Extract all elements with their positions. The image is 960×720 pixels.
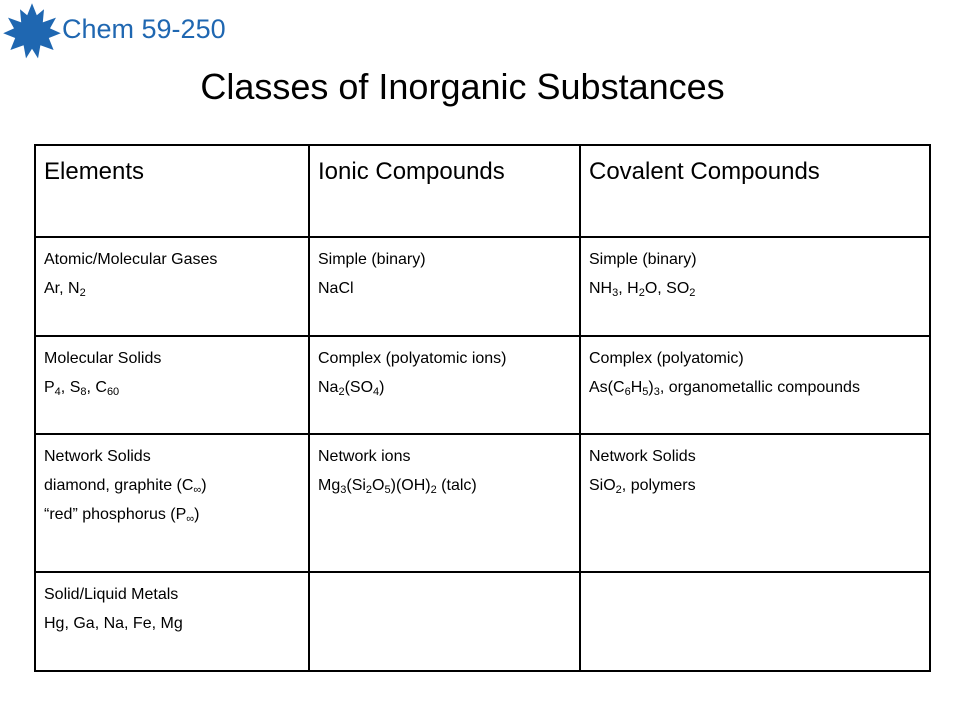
table-row — [35, 336, 930, 435]
cell-line: Complex (polyatomic) — [589, 349, 744, 367]
header-ionic-compounds: Ionic Compounds — [309, 145, 580, 237]
cell-line: Atomic/Molecular Gases — [44, 251, 218, 268]
cell-line: Molecular Solids — [44, 349, 162, 367]
cell-elements — [35, 572, 309, 671]
cell-line: Network Solids — [589, 448, 696, 466]
cell-line: Simple (binary) — [589, 251, 697, 268]
cell-covalent — [580, 237, 930, 336]
page-title: Classes of Inorganic Substances — [200, 66, 725, 107]
cell-line: Simple (binary) — [318, 251, 426, 268]
cell-line: $As(C_6H_5)_3$, organometallic compounds — [589, 378, 860, 398]
classes-table — [34, 144, 931, 672]
header-elements: Elements — [35, 145, 309, 237]
table-header-row — [35, 145, 930, 237]
table-row — [35, 237, 930, 336]
cell-line: $Na_2(SO_4)$ — [318, 378, 385, 398]
cell-elements — [35, 237, 309, 336]
cell-elements — [35, 336, 309, 435]
cell-ionic — [309, 434, 580, 572]
cell-ionic — [309, 336, 580, 435]
cell-line: diamond, graphite $(C_\infty)$ — [44, 477, 207, 497]
cell-line: “red” phosphorus $(P_\infty)$ — [44, 506, 200, 526]
cell-covalent — [580, 336, 930, 435]
cell-ionic — [309, 572, 580, 671]
cell-covalent — [580, 434, 930, 572]
cell-line: SiO$_2$, polymers — [589, 477, 696, 497]
maple-leaf-icon — [2, 2, 62, 62]
course-label: Chem 59-250 — [62, 14, 226, 44]
table-row — [35, 434, 930, 572]
header-covalent-compounds: Covalent Compounds — [580, 145, 930, 237]
cell-line: $Mg_3(Si_2O_5)(OH)_2$ (talc) — [318, 477, 477, 497]
cell-covalent — [580, 572, 930, 671]
cell-line: $NH_3$, $H_2O$, $SO_2$ — [589, 280, 696, 299]
cell-line: Network ions — [318, 448, 411, 466]
cell-elements — [35, 434, 309, 572]
cell-line: Ar, $N_2$ — [44, 280, 86, 299]
cell-line: NaCl — [318, 280, 354, 297]
cell-ionic — [309, 237, 580, 336]
cell-line: Hg, Ga, Na, Fe, Mg — [44, 615, 183, 633]
cell-line: $P_4$, $S_8$, $C_{60}$ — [44, 378, 120, 398]
cell-line: Solid/Liquid Metals — [44, 586, 179, 604]
cell-line: Network Solids — [44, 448, 151, 466]
table-row — [35, 572, 930, 671]
cell-line: Complex (polyatomic ions) — [318, 349, 507, 367]
